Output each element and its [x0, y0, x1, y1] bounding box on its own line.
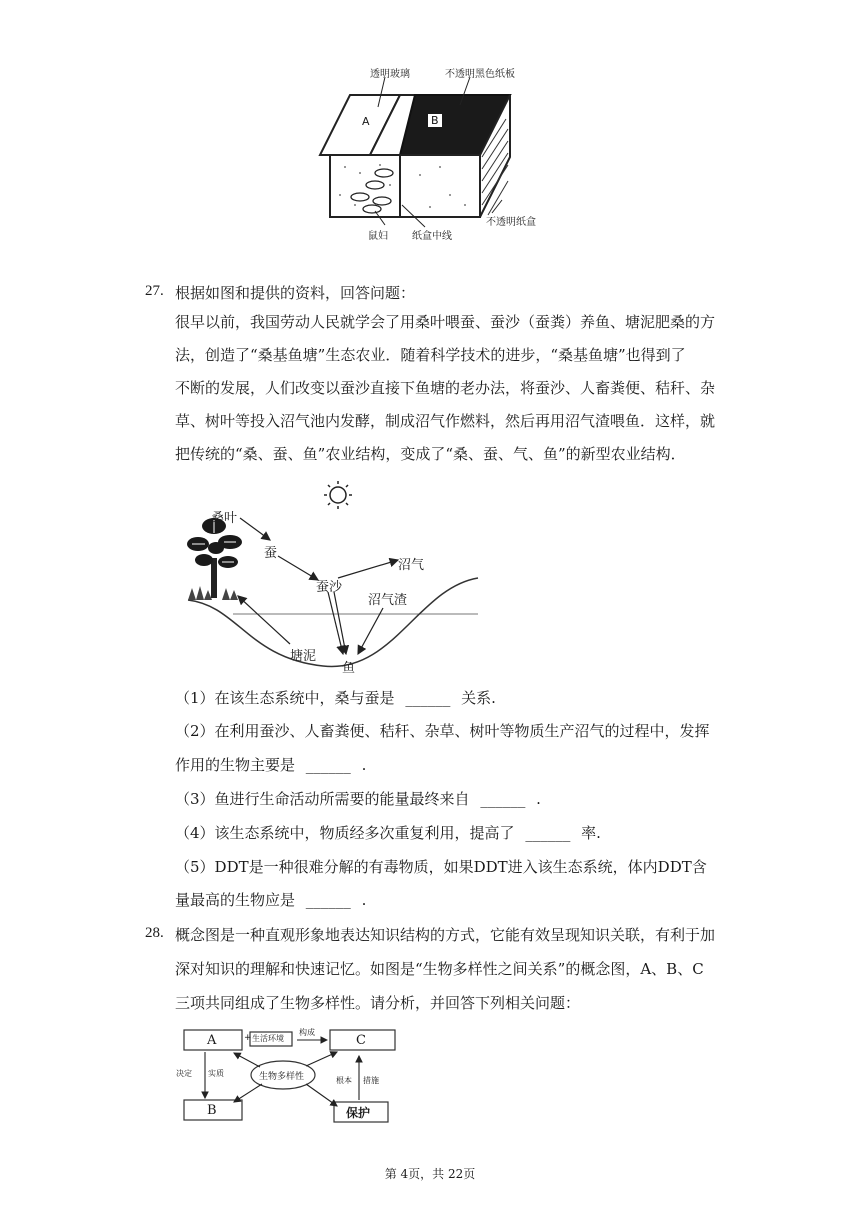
answer-blank[interactable]: ______	[525, 824, 571, 842]
q27-sub-1	[175, 688, 496, 708]
board-label: 不透明黑色纸板	[445, 69, 515, 80]
q27-passage	[175, 312, 715, 477]
answer-blank[interactable]: ______	[405, 689, 451, 707]
fish-label: 鱼	[342, 661, 356, 676]
q27-sub-2-text: （2）在利用蚕沙、人畜粪便、秸秆、杂草、树叶等物质生产沼气的过程中，发挥	[175, 722, 710, 740]
q27-sub-1-text: （1）在该生态系统中，桑与蚕是	[175, 689, 395, 707]
q27-sub-5	[175, 857, 707, 877]
region-b-label: B	[428, 114, 442, 127]
q27-sub-2-cont-text: 作用的生物主要是	[175, 756, 296, 774]
root-label: 根本	[336, 1076, 352, 1085]
concept-b-label: B	[207, 1103, 217, 1118]
biodiversity-center-label: 生物多样性	[259, 1072, 305, 1082]
midline-label: 纸盒中线	[412, 231, 452, 242]
biogas-residue-label: 沼气渣	[368, 593, 408, 608]
silk-dung-label: 蚕沙	[316, 580, 343, 595]
q27-stem: 根据如图和提供的资料，回答问题：	[175, 284, 416, 302]
q27-sub-4	[175, 823, 601, 843]
q27-sub-4-text: （4）该生态系统中，物质经多次重复利用，提高了	[175, 824, 515, 842]
q28-stem-line: 深对知识的理解和快速记忆。如图是“生物多样性之间关系”的概念图，A、B、C	[175, 960, 704, 978]
q27-passage-line: 把传统的“桑、蚕、鱼”农业结构，变成了“桑、蚕、气、鱼”的新型农业结构．	[175, 445, 686, 463]
protect-label: 保护	[346, 1106, 371, 1120]
q27-sub-3-tail: .	[536, 790, 541, 808]
mulberry-leaf-label: 桑叶	[211, 511, 238, 526]
plus-sign: +	[244, 1033, 252, 1043]
answer-blank[interactable]: ______	[305, 891, 351, 909]
q28-stem-line: 概念图是一种直观形象地表达知识结构的方式，它能有效呈现知识关联，有利于加	[175, 926, 716, 944]
decide-label: 决定	[176, 1069, 192, 1078]
q27-number: 27.	[145, 283, 164, 299]
glass-label: 透明玻璃	[370, 69, 410, 80]
q27-sub-4-tail: 率.	[581, 824, 601, 842]
q27-sub-2	[175, 721, 710, 741]
constitute-label: 构成	[299, 1028, 315, 1037]
measure-label: 措施	[363, 1076, 379, 1085]
q27-sub-5-cont-text: 量最高的生物应是	[175, 891, 296, 909]
q27-passage-line: 草、树叶等投入沼气池内发酵，制成沼气作燃料，然后再用沼气渣喂鱼．这样，就	[175, 412, 716, 430]
concept-map	[172, 1022, 402, 1132]
ecosystem-diagram	[178, 478, 488, 678]
answer-blank[interactable]: ______	[480, 790, 526, 808]
q27-sub-2-cont	[175, 755, 366, 775]
essence-label: 实质	[208, 1069, 224, 1078]
q28-stem-line: 三项共同组成了生物多样性。请分析，并回答下列相关问题：	[175, 994, 581, 1012]
sun-icon	[324, 481, 352, 509]
q28-stem	[175, 925, 715, 1027]
q27-sub-3	[175, 789, 541, 809]
q27-sub-5-cont	[175, 890, 366, 910]
q27-passage-line: 不断的发展，人们改变以蚕沙直接下鱼塘的老办法，将蚕沙、人畜粪便、秸秆、杂	[175, 379, 716, 397]
living-env-label: 生活环境	[252, 1034, 284, 1043]
q27-sub-1-tail: 关系.	[461, 689, 496, 707]
q27-sub-5-text: （5）DDT是一种很难分解的有毒物质，如果DDT进入该生态系统，体内DDT含	[175, 858, 707, 876]
q27-sub-5-tail: .	[361, 891, 367, 909]
region-a-label: A	[362, 115, 370, 128]
box-experiment-figure	[300, 55, 540, 245]
box-label: 不透明纸盒	[486, 217, 536, 228]
mulberry-tree-icon	[187, 518, 242, 600]
concept-a-label: A	[207, 1033, 217, 1048]
q28-number: 28.	[145, 925, 164, 941]
q27-sub-3-text: （3）鱼进行生命活动所需要的能量最终来自	[175, 790, 470, 808]
silkworm-label: 蚕	[264, 546, 278, 561]
pond-mud-label: 塘泥	[290, 649, 317, 664]
concept-c-label: C	[356, 1033, 366, 1048]
q27-sub-2-tail: .	[361, 756, 367, 774]
q27-passage-line: 法，创造了“桑基鱼塘”生态农业．随着科学技术的进步，“桑基鱼塘”也得到了	[175, 346, 686, 364]
q27-passage-line: 很早以前，我国劳动人民就学会了用桑叶喂蚕、蚕沙（蚕粪）养鱼、塘泥肥桑的方	[175, 313, 716, 331]
page-footer: 第 4页，共 22页	[384, 1167, 476, 1181]
biogas-label: 沼气	[398, 558, 425, 573]
answer-blank[interactable]: ______	[305, 756, 351, 774]
woodlouse-label: 鼠妇	[368, 231, 388, 242]
